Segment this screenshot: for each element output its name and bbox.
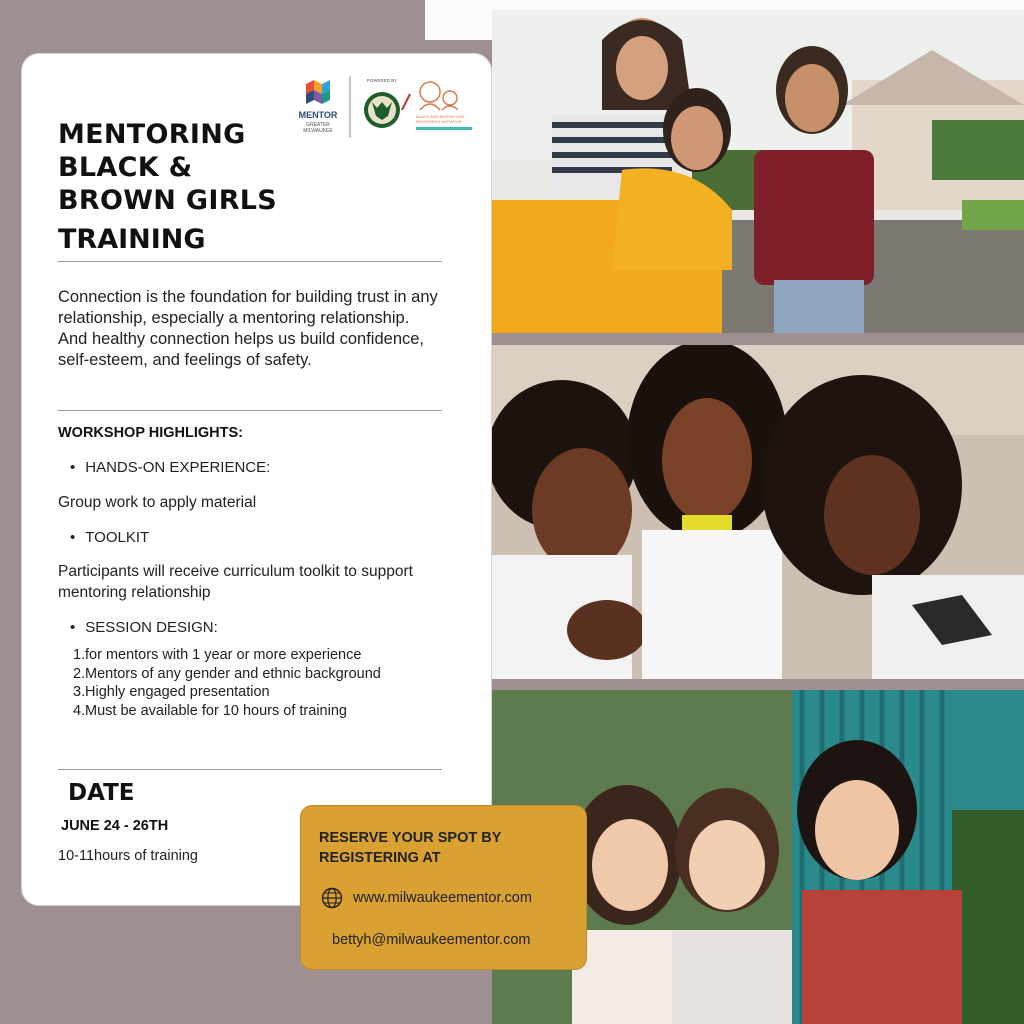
divider: [58, 261, 442, 262]
reserve-title: RESERVE YOUR SPOT BY REGISTERING AT: [319, 830, 502, 866]
photo-girls-outdoors: [492, 10, 1024, 333]
date-value: JUNE 24 - 26TH: [61, 818, 169, 834]
globe-icon: [321, 887, 343, 909]
page-subtitle: TRAINING: [58, 224, 206, 255]
list-item: 3. Highly engaged presentation: [73, 684, 270, 701]
divider: [58, 410, 442, 411]
mentor-logo-icon: [306, 80, 330, 104]
highlights-heading: WORKSHOP HIGHLIGHTS:: [58, 425, 244, 441]
list-item: 2. Mentors of any gender and ethnic background: [73, 665, 381, 682]
title-line-3: BROWN GIRLS: [58, 185, 278, 216]
intro-text: Connection is the foundation for building trust in any relationship, especially a mentoring relationship. And healthy connection helps us build confidence, self-esteem, and feelings of safety.: [58, 288, 438, 369]
divider: [58, 769, 442, 770]
session-design-list: [74, 646, 434, 720]
highlight-desc-hands-on: Group work to apply material: [58, 494, 257, 511]
email-link[interactable]: bettyh@milwaukeementor.com: [332, 932, 531, 948]
title-line-1: MENTORING: [58, 119, 246, 150]
list-item: 1. for mentors with 1 year or more experience: [73, 647, 362, 663]
date-heading: DATE: [68, 780, 135, 806]
website-row[interactable]: [321, 887, 532, 909]
highlight-label-hands-on: • HANDS-ON EXPERIENCE:: [70, 459, 270, 476]
mentor-logo-text: MENTOR: [298, 110, 338, 120]
list-item: 4. Must be available for 10 hours of training: [73, 702, 347, 719]
partner-logo-text: BLACK AND BROWN GIRL: [416, 114, 466, 119]
website-link[interactable]: www.milwaukeementor.com: [353, 890, 532, 906]
highlight-desc-toolkit: Participants will receive curriculum toolkit to support mentoring relationship: [58, 563, 413, 601]
highlight-label-toolkit: • TOOLKIT: [70, 529, 149, 546]
photo-three-girls-smiling: [492, 345, 1024, 679]
page-title: [58, 118, 418, 217]
title-line-2: BLACK &: [58, 152, 193, 183]
partner-girls-logo-icon: [420, 82, 458, 110]
mentor-logo-sub1: GREATER: [306, 122, 330, 128]
training-hours: 10-11hours of training: [58, 848, 198, 864]
reserve-box: [300, 805, 587, 970]
highlight-label-session-design: • SESSION DESIGN:: [70, 619, 218, 636]
powered-by-text: POWERED BY: [366, 78, 398, 83]
mentor-logo-sub2: MILWAUKEE: [303, 128, 333, 134]
svg-text:MENTORING INITIATIVE: MENTORING INITIATIVE: [416, 119, 462, 124]
